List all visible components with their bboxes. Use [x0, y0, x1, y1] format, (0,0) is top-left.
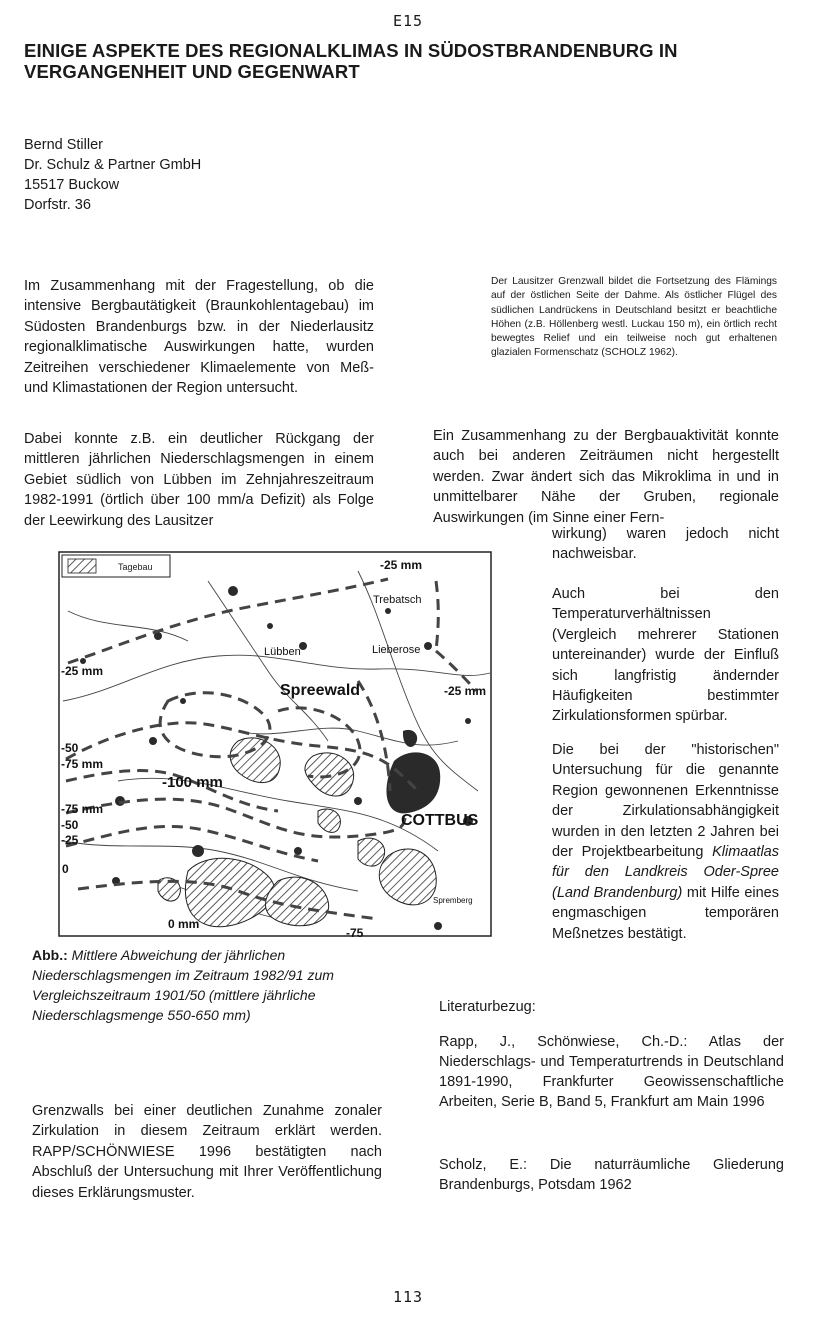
page-identifier: E15 — [392, 12, 424, 30]
author-name: Bernd Stiller — [24, 137, 103, 153]
author-block — [24, 135, 201, 215]
right-paragraph-1-continued: wirkung) waren jedoch nicht nachweisbar. — [552, 526, 779, 563]
label-lieberose: Lieberose — [372, 644, 421, 656]
author-organization: Dr. Schulz & Partner GmbH — [24, 157, 202, 173]
label-cottbus: COTTBUS — [401, 812, 479, 829]
label-minus75-bottom: -75 — [346, 926, 364, 937]
legend-label-tagebau: Tagebau — [118, 562, 153, 572]
caption-lead: Abb.: — [32, 947, 68, 963]
label-minus25-b: -25 — [61, 833, 79, 847]
paper-title: EINIGE ASPEKTE DES REGIONALKLIMAS IN SÜDOSTBRANDENBURG IN VERGANGENHEIT UND GEGENWART — [24, 40, 678, 82]
left-paragraph-2: Dabei konnte z.B. ein deutlicher Rückgang der mittleren jährlichen Niederschlagsmengen in einem Gebiet südlich von Lübben im Zehnjahreszeitraum 1982-1991 (örtlich über 100 mm/a Defizit) als Folge der Leewirkung des Lausitzer — [24, 431, 374, 529]
right-paragraph-1: Ein Zusammenhang zu der Bergbauaktivität konnte auch bei anderen Zeiträumen nicht hergestellt werden. Zwar ändert sich das Mikroklima in und in unmittelbarer Nähe der Gruben, regionale Auswirkungen (im Sinne einer Fern- — [433, 428, 779, 526]
right-paragraph-2: Auch bei den Temperaturverhältnissen (Vergleich mehrerer Stationen untereinander) wurde der Einfluß sich langfristig ändernder Häufigkeiten bestimmter Zirkulationsformen spürbar. — [552, 586, 779, 725]
references-heading: Literaturbezug: — [439, 999, 536, 1015]
label-minus25-right: -25 mm — [444, 684, 487, 698]
label-minus75-b: -75 mm — [61, 802, 104, 816]
label-minus50-b: -50 — [61, 818, 79, 832]
grenzwall-note: Der Lausitzer Grenzwall bildet die Fortsetzung des Flämings auf der östlichen Seite der Dahme. Als östlicher Flügel des südlichen Landrückens in Deutschland besitzt er beachtliche Höhen (z.B. Höllenberg westl. Luckau 150 m), ein örtlich recht bewegtes Relief und ein teilweise noch gut erhaltenen glazialen Formenschatz (SCHOLZ 1962). — [491, 276, 777, 359]
label-luebben: Lübben — [264, 646, 301, 658]
right-paragraph-3-start: Die bei der "historischen" Untersuchung für die genannte Region gewonnenen Erkenntnisse der Zirkulationsabhängigkeit wurden in den letzten 2 Jahren bei der Projektbearbeitung — [552, 742, 779, 861]
label-minus75: -75 mm — [61, 757, 104, 771]
label-spremberg: Spremberg — [433, 896, 473, 905]
figure-caption — [32, 945, 382, 1025]
label-minus50: -50 — [61, 741, 79, 755]
author-city: 15517 Buckow — [24, 177, 120, 193]
label-trebatsch: Trebatsch — [373, 594, 422, 606]
reference-scholz: Scholz, E.: Die naturräumliche Gliederung Brandenburgs, Potsdam 1962 — [439, 1157, 784, 1193]
page-number: 113 — [392, 1288, 424, 1306]
precipitation-map-figure — [58, 551, 492, 937]
label-minus100: -100 mm — [162, 774, 223, 791]
left-paragraph-1: Im Zusammenhang mit der Fragestellung, ob die intensive Bergbautätigkeit (Braunkohlentagebau) im Südosten Brandenburgs bzw. in der Niederlausitz regionalklimatische Auswirkungen hatte, wurden Zeitreihen verschiedener Klimaelemente von Meß- und Klimastationen der Region untersucht. — [24, 278, 374, 397]
label-zero-bottom: 0 mm — [168, 917, 200, 931]
right-paragraph-3 — [552, 740, 779, 944]
left-paragraph-3: Grenzwalls bei einer deutlichen Zunahme zonaler Zirkulation in diesem Zeitraum erklärt werden. RAPP/SCHÖNWIESE 1996 bestätigten nach Abschluß der Untersuchung mit Ihrer Veröffentlichung dieses Erklärungsmuster. — [32, 1103, 382, 1201]
author-street: Dorfstr. 36 — [24, 197, 91, 213]
precipitation-map — [58, 551, 492, 937]
caption-text: Mittlere Abweichung der jährlichen Niederschlagsmengen im Zeitraum 1982/91 zum Vergleichszeitraum 1901/50 (mittlere jährliche Niederschlagsmenge 550-650 mm) — [32, 947, 334, 1023]
right-paragraph-3-end: mit Hilfe eines engmaschigen temporären Meßnetzes bestätigt. — [552, 884, 779, 942]
label-zero-left: 0 — [62, 862, 69, 876]
map-legend — [62, 555, 170, 577]
label-minus25-top: -25 mm — [380, 558, 423, 572]
project-title: Klimaatlas für den Landkreis Oder-Spree (Land Brandenburg) — [552, 844, 779, 901]
reference-rapp: Rapp, J., Schönwiese, Ch.-D.: Atlas der Niederschlags- und Temperaturtrends in Deutschland 1891-1990, Frankfurter Geowissenschaftliche Arbeiten, Serie B, Band 5, Frankfurt am Main 1996 — [439, 1034, 784, 1110]
label-spreewald: Spreewald — [280, 682, 361, 699]
label-minus25-left: -25 mm — [61, 664, 104, 678]
